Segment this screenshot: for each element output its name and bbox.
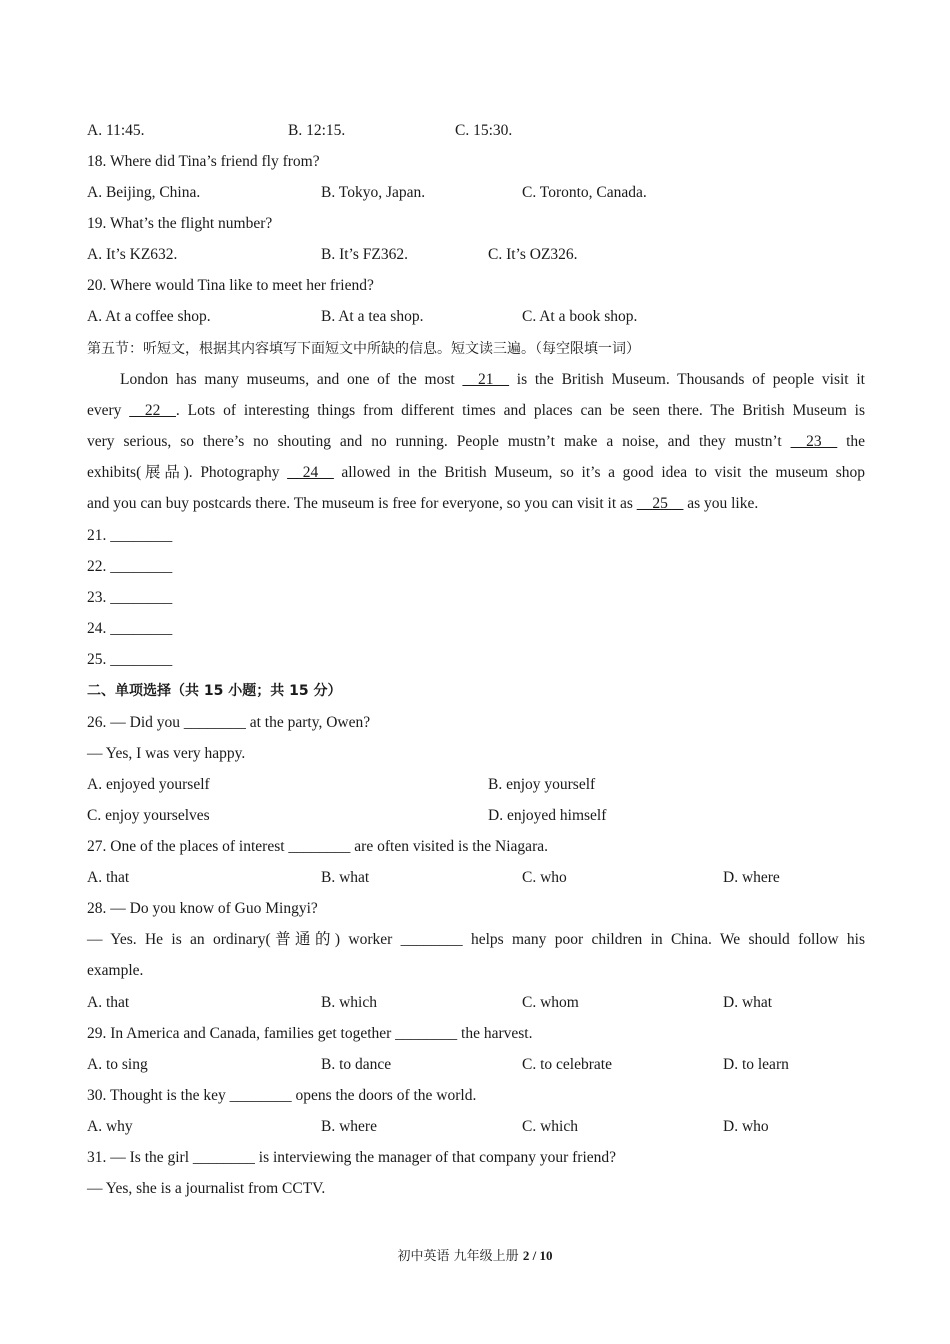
q29-option-c: C. to celebrate	[522, 1056, 612, 1073]
passage-line-1	[120, 370, 865, 390]
q31-line-2: — Yes, she is a journalist from CCTV.	[87, 1180, 326, 1197]
passage-text: very serious, so there’s no shouting and no running. People mustn’t make a noise, and they mustn’t	[87, 433, 791, 450]
q20-option-b: B. At a tea shop.	[321, 308, 424, 325]
passage-text: the	[837, 433, 866, 450]
passage-text: London has many museums, and one of the most	[120, 371, 463, 388]
q30-question: 30. Thought is the key ________ opens the doors of the world.	[87, 1087, 477, 1104]
q26-option-b: B. enjoy yourself	[488, 776, 596, 793]
q30-option-d: D. who	[723, 1118, 769, 1135]
q17-option-c: C. 15:30.	[455, 122, 513, 139]
passage-text: exhibits(展品). Photography	[87, 464, 288, 481]
q19-question: 19. What’s the flight number?	[87, 215, 273, 232]
q30-option-b: B. where	[321, 1118, 377, 1135]
q30-option-a: A. why	[87, 1118, 133, 1135]
page-footer	[0, 1245, 950, 1264]
q20-option-a: A. At a coffee shop.	[87, 308, 211, 325]
q18-option-c: C. Toronto, Canada.	[522, 184, 647, 201]
q20-question: 20. Where would Tina like to meet her friend?	[87, 277, 374, 294]
q28-line-2: — Yes. He is an ordinary(普通的) worker ________ helps many poor children in China. We should follow his	[87, 931, 865, 948]
passage-text: every	[87, 402, 130, 419]
q28-option-d: D. what	[723, 994, 773, 1011]
passage-text: allowed in the British Museum, so it’s a good idea to visit the museum shop	[333, 464, 865, 481]
answer-line-22[interactable]: 22. ________	[87, 558, 173, 575]
q17-option-a: A. 11:45.	[87, 122, 145, 139]
q26-option-d: D. enjoyed himself	[488, 807, 607, 824]
blank-22: __22__	[129, 402, 176, 419]
q27-option-d: D. where	[723, 869, 780, 886]
answer-line-23[interactable]: 23. ________	[87, 589, 173, 606]
passage-text: as you like.	[683, 495, 759, 512]
page-total: 10	[539, 1248, 553, 1263]
q26-option-a: A. enjoyed yourself	[87, 776, 210, 793]
passage-line-3	[87, 432, 865, 452]
passage-line-4	[87, 463, 865, 483]
answer-line-25[interactable]: 25. ________	[87, 651, 173, 668]
q19-option-b: B. It’s FZ362.	[321, 246, 408, 263]
blank-21: __21__	[462, 371, 509, 388]
q29-option-a: A. to sing	[87, 1056, 148, 1073]
q27-option-c: C. who	[522, 869, 567, 886]
q29-option-b: B. to dance	[321, 1056, 392, 1073]
q26-line-1: 26. — Did you ________ at the party, Owen?	[87, 714, 371, 731]
q26-option-c: C. enjoy yourselves	[87, 807, 210, 824]
q18-option-a: A. Beijing, China.	[87, 184, 201, 201]
q19-option-c: C. It’s OZ326.	[488, 246, 578, 263]
q30-option-c: C. which	[522, 1118, 578, 1135]
section5-heading: 第五节：听短文，根据其内容填写下面短文中所缺的信息。短文读三遍。（每空限填一词）	[87, 341, 640, 357]
passage-line-5	[87, 494, 865, 514]
blank-23: __23__	[790, 433, 838, 450]
q28-line-3: example.	[87, 962, 144, 979]
q19-option-a: A. It’s KZ632.	[87, 246, 178, 263]
q27-question: 27. One of the places of interest ________ are often visited is the Niagara.	[87, 838, 548, 855]
page-number: 2	[522, 1248, 530, 1263]
q29-question: 29. In America and Canada, families get together ________ the harvest.	[87, 1025, 533, 1042]
q27-option-b: B. what	[321, 869, 370, 886]
q28-line-1: 28. — Do you know of Guo Mingyi?	[87, 900, 318, 917]
q26-line-2: — Yes, I was very happy.	[87, 745, 246, 762]
answer-line-24[interactable]: 24. ________	[87, 620, 173, 637]
q20-option-c: C. At a book shop.	[522, 308, 638, 325]
page-separator: /	[529, 1248, 540, 1263]
section2-heading: 二、单项选择（共 15 小题；共 15 分）	[87, 683, 342, 699]
q18-option-b: B. Tokyo, Japan.	[321, 184, 426, 201]
blank-25: __25__	[636, 495, 684, 512]
passage-text: is the British Museum. Thousands of people visit it	[508, 371, 865, 388]
passage-text: . Lots of interesting things from different times and places can be seen there. The British Museum is	[175, 402, 866, 419]
blank-24: __24__	[287, 464, 334, 481]
passage-line-2	[87, 401, 865, 421]
q28-option-b: B. which	[321, 994, 377, 1011]
passage-text: and you can buy postcards there. The museum is free for everyone, so you can visit it as	[87, 495, 637, 512]
answer-line-21[interactable]: 21. ________	[87, 527, 173, 544]
q28-option-c: C. whom	[522, 994, 579, 1011]
q27-option-a: A. that	[87, 869, 130, 886]
q29-option-d: D. to learn	[723, 1056, 789, 1073]
footer-label: 初中英语 九年级上册	[397, 1249, 523, 1264]
q28-option-a: A. that	[87, 994, 130, 1011]
q31-line-1: 31. — Is the girl ________ is interviewing the manager of that company your friend?	[87, 1149, 617, 1166]
q18-question: 18. Where did Tina’s friend fly from?	[87, 153, 320, 170]
q17-option-b: B. 12:15.	[288, 122, 346, 139]
